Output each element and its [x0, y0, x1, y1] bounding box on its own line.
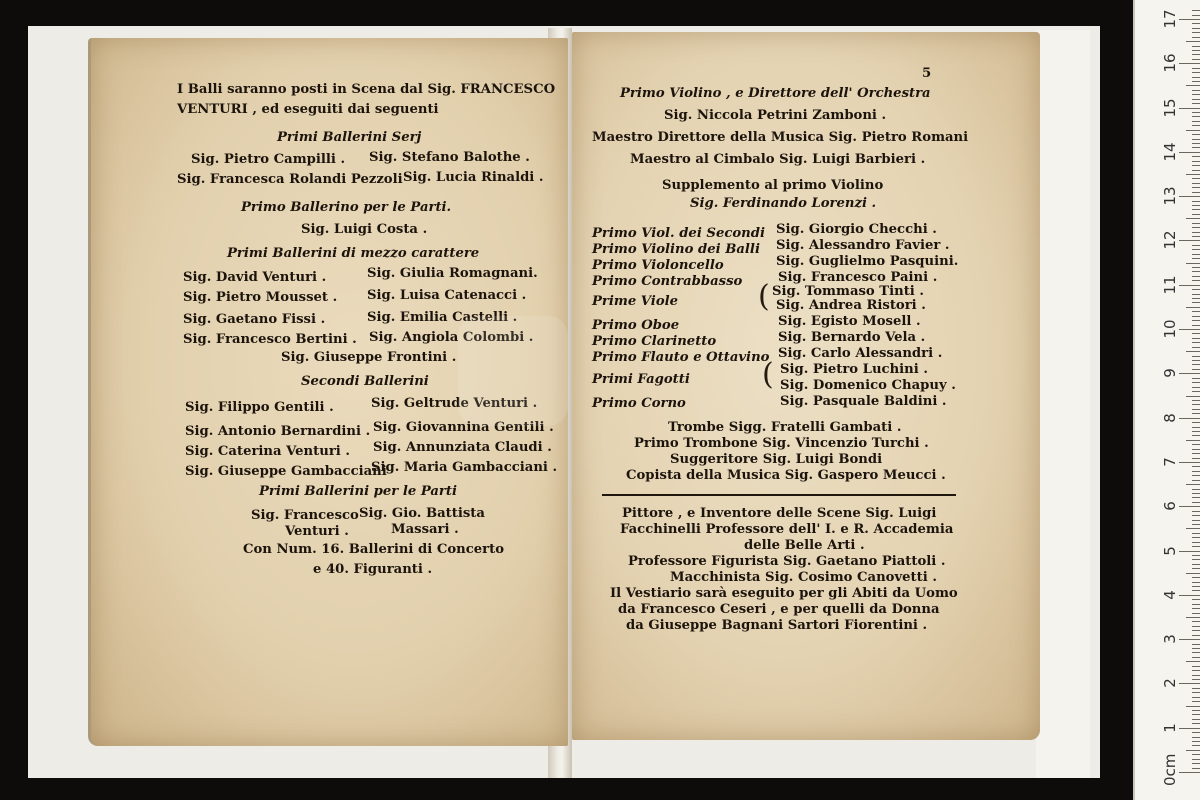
ruler-tick: [1179, 772, 1200, 773]
ruler-number: 17: [1161, 9, 1179, 29]
ruler-tick: [1192, 400, 1200, 401]
ruler-tick: [1192, 139, 1200, 140]
ruler-tick: [1192, 245, 1200, 246]
credits-line: delle Belle Arti .: [744, 538, 865, 553]
ruler-number: 6: [1161, 501, 1179, 511]
orchestra-role: Primo Oboe: [592, 318, 680, 333]
intro-line-2: VENTURI , ed eseguiti dai seguenti: [177, 102, 439, 117]
ruler-tick: [1192, 227, 1200, 228]
ruler-tick: [1192, 675, 1200, 676]
orchestra-name: Sig. Bernardo Vela .: [778, 330, 926, 345]
ruler-tick: [1192, 205, 1200, 206]
secondi-name: Sig. Annunziata Claudi .: [373, 440, 552, 455]
ruler-tick: [1186, 528, 1200, 529]
orchestra-name: Sig. Carlo Alessandri .: [778, 346, 943, 361]
ruler-tick: [1192, 298, 1200, 299]
credits-line: da Francesco Ceseri , e per quelli da Donna: [618, 602, 940, 617]
ruler-tick: [1192, 103, 1200, 104]
ruler-tick: [1179, 728, 1200, 729]
primi-parti-name: Massari .: [391, 522, 459, 537]
credits-line: da Giuseppe Bagnani Sartori Fiorentini .: [626, 618, 928, 633]
ruler-tick: [1186, 307, 1200, 308]
mezzo-name: Sig. Luisa Catenacci .: [367, 288, 527, 303]
ruler-tick: [1192, 524, 1200, 525]
ruler-tick: [1192, 688, 1200, 689]
trombone-line: Primo Trombone Sig. Vincenzio Turchi .: [634, 436, 929, 451]
ruler-tick: [1186, 573, 1200, 574]
ruler-tick: [1186, 661, 1200, 662]
ruler-tick: [1186, 218, 1200, 219]
ruler-tick: [1192, 453, 1200, 454]
ruler-tick: [1192, 77, 1200, 78]
ruler-tick: [1192, 37, 1200, 38]
ruler-tick: [1192, 542, 1200, 543]
ruler-tick: [1192, 258, 1200, 259]
primi-parti-name: Sig. Francesco: [251, 508, 359, 523]
serj-name: Sig. Lucia Rinaldi .: [403, 170, 544, 185]
ruler-tick: [1192, 311, 1200, 312]
ruler-tick: [1192, 121, 1200, 122]
ruler-tick: [1192, 599, 1200, 600]
ruler-number: 16: [1161, 53, 1179, 73]
ruler-tick: [1192, 125, 1200, 126]
ruler-tick: [1192, 99, 1200, 100]
mezzo-name: Sig. Francesco Bertini .: [183, 332, 357, 347]
ruler-tick: [1192, 613, 1200, 614]
ruler-tick: [1186, 263, 1200, 264]
ruler-tick: [1192, 444, 1200, 445]
secondi-name: Sig. Maria Gambacciani .: [371, 460, 558, 475]
ruler-tick: [1192, 165, 1200, 166]
ruler-tick: [1192, 737, 1200, 738]
ruler-tick: [1192, 294, 1200, 295]
orchestra-role: Prime Viole: [592, 294, 679, 309]
heading-secondi: Secondi Ballerini: [301, 374, 429, 389]
measurement-ruler: [1133, 0, 1200, 800]
secondi-name: Sig. Geltrude Venturi .: [371, 396, 538, 411]
ruler-tick: [1192, 23, 1200, 24]
ruler-tick: [1179, 506, 1200, 507]
primo-parti-name: Sig. Luigi Costa .: [301, 222, 428, 237]
ruler-tick: [1192, 81, 1200, 82]
credits-line: Facchinelli Professore dell' I. e R. Accademia: [620, 522, 954, 537]
ruler-tick: [1192, 582, 1200, 583]
ruler-number: 7: [1161, 457, 1179, 467]
maestro-cimbalo: Maestro al Cimbalo Sig. Luigi Barbieri .: [630, 152, 926, 167]
supplemento-name: Sig. Ferdinando Lorenzi .: [690, 196, 877, 211]
ruler-tick: [1179, 285, 1200, 286]
ruler-tick: [1192, 431, 1200, 432]
ruler-tick: [1179, 639, 1200, 640]
secondi-name: Sig. Filippo Gentili .: [185, 400, 334, 415]
ruler-tick: [1192, 156, 1200, 157]
orchestra-name: Sig. Pasquale Baldini .: [780, 394, 947, 409]
ruler-number: 14: [1161, 142, 1179, 162]
ruler-tick: [1192, 564, 1200, 565]
maestro-musica: Maestro Direttore della Musica Sig. Pietro Romani: [592, 130, 969, 145]
ruler-number: 15: [1161, 97, 1179, 118]
ruler-tick: [1192, 630, 1200, 631]
ruler-tick: [1192, 302, 1200, 303]
ruler-tick: [1192, 763, 1200, 764]
ruler-tick: [1192, 449, 1200, 450]
orchestra-role: Primo Flauto e Ottavino: [592, 350, 770, 365]
ruler-tick: [1192, 369, 1200, 370]
ruler-tick: [1192, 360, 1200, 361]
ruler-tick: [1192, 533, 1200, 534]
serj-name: Sig. Stefano Balothe .: [369, 150, 530, 165]
orchestra-name: Sig. Giorgio Checchi .: [776, 222, 937, 237]
ruler-tick: [1192, 701, 1200, 702]
ruler-tick: [1192, 471, 1200, 472]
ruler-tick: [1192, 249, 1200, 250]
ruler-tick: [1192, 271, 1200, 272]
suggeritore-line: Suggeritore Sig. Luigi Bondi: [670, 452, 883, 467]
ruler-tick: [1186, 85, 1200, 86]
ruler-tick: [1186, 130, 1200, 131]
ruler-tick: [1192, 187, 1200, 188]
ruler-tick: [1192, 338, 1200, 339]
mezzo-name: Sig. Emilia Castelli .: [367, 310, 518, 325]
ruler-tick: [1186, 617, 1200, 618]
ruler-tick: [1192, 515, 1200, 516]
ruler-tick: [1192, 413, 1200, 414]
ruler-tick: [1179, 551, 1200, 552]
ruler-tick: [1192, 46, 1200, 47]
heading-primi-parti: Primi Ballerini per le Parti: [259, 484, 457, 499]
museum-watermark: [458, 316, 568, 426]
ruler-tick: [1192, 497, 1200, 498]
ruler-tick: [1179, 373, 1200, 374]
left-brace: (: [758, 279, 770, 314]
ruler-tick: [1179, 108, 1200, 109]
orchestra-name: Sig. Andrea Ristori .: [776, 298, 926, 313]
heading-primo-parti: Primo Ballerino per le Parti.: [241, 200, 452, 215]
ruler-tick: [1192, 732, 1200, 733]
ruler-tick: [1192, 387, 1200, 388]
ruler-tick: [1192, 422, 1200, 423]
ruler-tick: [1192, 178, 1200, 179]
ruler-tick: [1186, 484, 1200, 485]
ruler-tick: [1192, 723, 1200, 724]
ruler-number: 8: [1161, 412, 1179, 423]
ruler-tick: [1192, 546, 1200, 547]
ruler-tick: [1179, 152, 1200, 153]
ruler-number: 2: [1161, 678, 1179, 689]
ruler-tick: [1192, 714, 1200, 715]
ruler-number: 11: [1161, 275, 1179, 295]
ruler-tick: [1192, 621, 1200, 622]
ruler-tick: [1179, 196, 1200, 197]
orchestra-role: Primi Fagotti: [592, 372, 690, 387]
ruler-tick: [1192, 666, 1200, 667]
ruler-tick: [1192, 657, 1200, 658]
heading-primo-violino: Primo Violino , e Direttore dell' Orchestra: [620, 86, 931, 101]
ruler-tick: [1192, 236, 1200, 237]
ruler-tick: [1192, 502, 1200, 503]
ruler-tick: [1192, 768, 1200, 769]
ruler-tick: [1192, 112, 1200, 113]
ruler-tick: [1192, 559, 1200, 560]
ruler-tick: [1186, 41, 1200, 42]
ruler-tick: [1192, 54, 1200, 55]
ruler-tick: [1192, 147, 1200, 148]
ruler-number: 1: [1161, 722, 1179, 733]
heading-primi-serj: Primi Ballerini Serj: [277, 130, 422, 145]
ruler-tick: [1192, 223, 1200, 224]
ruler-tick: [1192, 466, 1200, 467]
ruler-tick: [1192, 170, 1200, 171]
copista-line: Copista della Musica Sig. Gaspero Meucci .: [626, 468, 946, 483]
ruler-tick: [1192, 635, 1200, 636]
ruler-tick: [1192, 320, 1200, 321]
ruler-tick: [1192, 493, 1200, 494]
ruler-tick: [1179, 595, 1200, 596]
ruler-tick: [1192, 280, 1200, 281]
orchestra-name: Sig. Guglielmo Pasquini.: [776, 254, 959, 269]
credits-line: Il Vestiario sarà eseguito per gli Abiti da Uomo: [610, 586, 958, 601]
ruler-number: 9: [1161, 368, 1179, 379]
ruler-tick: [1192, 754, 1200, 755]
ruler-number: 4: [1161, 590, 1179, 600]
ruler-tick: [1179, 329, 1200, 330]
orchestra-name: Sig. Tommaso Tinti .: [772, 284, 924, 299]
ruler-tick: [1192, 161, 1200, 162]
violino-name: Sig. Niccola Petrini Zamboni .: [664, 108, 887, 123]
mezzo-name: Sig. Pietro Mousset .: [183, 290, 338, 305]
ruler-tick: [1192, 267, 1200, 268]
ruler-tick: [1192, 427, 1200, 428]
ruler-tick: [1192, 692, 1200, 693]
ruler-tick: [1192, 409, 1200, 410]
ruler-tick: [1192, 458, 1200, 459]
ruler-tick: [1192, 586, 1200, 587]
ruler-tick: [1192, 378, 1200, 379]
ruler-tick: [1179, 462, 1200, 463]
secondi-name: Sig. Giovannina Gentili .: [373, 420, 554, 435]
ruler-tick: [1192, 741, 1200, 742]
credits-line: Macchinista Sig. Cosimo Canovetti .: [670, 570, 937, 585]
ruler-number: 13: [1161, 186, 1179, 206]
ruler-tick: [1192, 276, 1200, 277]
serj-name: Sig. Pietro Campilli .: [191, 152, 346, 167]
ruler-tick: [1192, 116, 1200, 117]
mezzo-name: Sig. Giulia Romagnani.: [367, 266, 538, 281]
ruler-tick: [1192, 364, 1200, 365]
ruler-tick: [1192, 435, 1200, 436]
ruler-tick: [1192, 480, 1200, 481]
footer-line-1: Con Num. 16. Ballerini di Concerto: [243, 542, 504, 557]
ruler-tick: [1192, 325, 1200, 326]
ruler-tick: [1192, 511, 1200, 512]
section-divider: [602, 494, 956, 496]
ruler-tick: [1192, 342, 1200, 343]
orchestra-role: Primo Violino dei Balli: [592, 242, 760, 257]
left-brace: (: [762, 357, 774, 392]
ruler-tick: [1192, 590, 1200, 591]
mezzo-name: Sig. Angiola Colombi .: [369, 330, 534, 345]
ruler-tick: [1192, 670, 1200, 671]
ruler-tick: [1179, 19, 1200, 20]
ruler-tick: [1192, 201, 1200, 202]
ruler-tick: [1192, 316, 1200, 317]
secondi-name: Sig. Giuseppe Gambacciani: [185, 464, 387, 479]
ruler-tick: [1192, 94, 1200, 95]
ruler-tick: [1192, 232, 1200, 233]
secondi-name: Sig. Caterina Venturi .: [185, 444, 350, 459]
intro-line-1: I Balli saranno posti in Scena dal Sig. FRANCESCO: [177, 82, 556, 97]
ruler-tick: [1192, 710, 1200, 711]
orchestra-role: Primo Contrabbasso: [592, 274, 743, 289]
orchestra-role: Primo Viol. dei Secondi: [592, 226, 765, 241]
scan-board-edge: [1036, 30, 1090, 778]
ruler-tick: [1192, 520, 1200, 521]
ruler-tick: [1179, 240, 1200, 241]
ruler-tick: [1192, 404, 1200, 405]
ruler-tick: [1192, 537, 1200, 538]
ruler-tick: [1192, 90, 1200, 91]
ruler-tick: [1192, 759, 1200, 760]
secondi-name: Sig. Antonio Bernardini .: [185, 424, 371, 439]
ruler-tick: [1192, 489, 1200, 490]
ruler-tick: [1192, 347, 1200, 348]
ruler-tick: [1192, 134, 1200, 135]
credits-line: Pittore , e Inventore delle Scene Sig. Luigi: [622, 506, 937, 521]
ruler-tick: [1192, 59, 1200, 60]
ruler-tick: [1192, 50, 1200, 51]
ruler-tick: [1192, 192, 1200, 193]
heading-mezzo-carattere: Primi Ballerini di mezzo carattere: [227, 246, 480, 261]
ruler-tick: [1192, 608, 1200, 609]
orchestra-role: Primo Violoncello: [592, 258, 724, 273]
orchestra-name: Sig. Pietro Luchini .: [780, 362, 928, 377]
ruler-tick: [1192, 254, 1200, 255]
ruler-tick: [1192, 10, 1200, 11]
serj-name: Sig. Francesca Rolandi Pezzoli: [177, 172, 403, 187]
primi-parti-name: Venturi .: [285, 524, 349, 539]
supplemento-heading: Supplemento al primo Violino: [662, 178, 884, 193]
ruler-tick: [1192, 32, 1200, 33]
ruler-tick: [1186, 440, 1200, 441]
ruler-tick: [1192, 356, 1200, 357]
ruler-tick: [1192, 626, 1200, 627]
orchestra-name: Sig. Alessandro Favier .: [776, 238, 950, 253]
ruler-tick: [1186, 396, 1200, 397]
ruler-tick: [1192, 183, 1200, 184]
ruler-tick: [1192, 214, 1200, 215]
orchestra-role: Primo Clarinetto: [592, 334, 717, 349]
ruler-tick: [1192, 697, 1200, 698]
ruler-tick: [1192, 719, 1200, 720]
ruler-tick: [1192, 143, 1200, 144]
ruler-tick: [1192, 333, 1200, 334]
orchestra-role: Primo Corno: [592, 396, 686, 411]
credits-line: Professore Figurista Sig. Gaetano Piattoli .: [628, 554, 946, 569]
trombe-line: Trombe Sigg. Fratelli Gambati .: [668, 420, 902, 435]
ruler-tick: [1192, 475, 1200, 476]
mezzo-name: Sig. Giuseppe Frontini .: [281, 350, 457, 365]
ruler-tick: [1192, 745, 1200, 746]
ruler-tick: [1186, 706, 1200, 707]
mezzo-name: Sig. David Venturi .: [183, 270, 327, 285]
ruler-number: 3: [1161, 634, 1179, 644]
ruler-tick: [1179, 418, 1200, 419]
ruler-tick: [1192, 577, 1200, 578]
ruler-tick: [1192, 209, 1200, 210]
ruler-tick: [1192, 568, 1200, 569]
ruler-tick: [1192, 382, 1200, 383]
footer-line-2: e 40. Figuranti .: [313, 562, 433, 577]
right-page: [572, 32, 1040, 740]
ruler-tick: [1179, 683, 1200, 684]
orchestra-name: Sig. Egisto Mosell .: [778, 314, 921, 329]
ruler-tick: [1179, 63, 1200, 64]
mezzo-name: Sig. Gaetano Fissi .: [183, 312, 326, 327]
ruler-tick: [1186, 174, 1200, 175]
orchestra-name: Sig. Francesco Paini .: [778, 270, 938, 285]
ruler-tick: [1192, 68, 1200, 69]
ruler-number: 10: [1161, 319, 1179, 339]
primi-parti-name: Sig. Gio. Battista: [359, 506, 485, 521]
ruler-number: 12: [1161, 230, 1179, 250]
ruler-tick: [1192, 72, 1200, 73]
ruler-tick: [1192, 289, 1200, 290]
ruler-tick: [1186, 750, 1200, 751]
ruler-tick: [1192, 555, 1200, 556]
ruler-tick: [1192, 648, 1200, 649]
ruler-tick: [1192, 28, 1200, 29]
ruler-tick: [1192, 644, 1200, 645]
page-number: 5: [922, 66, 932, 81]
ruler-number: 5: [1161, 545, 1179, 556]
ruler-tick: [1192, 652, 1200, 653]
ruler-tick: [1192, 15, 1200, 16]
orchestra-name: Sig. Domenico Chapuy .: [780, 378, 956, 393]
ruler-unit-label: 0cm: [1161, 753, 1179, 786]
ruler-tick: [1192, 604, 1200, 605]
ruler-tick: [1186, 351, 1200, 352]
ruler-tick: [1192, 679, 1200, 680]
ruler-tick: [1192, 391, 1200, 392]
